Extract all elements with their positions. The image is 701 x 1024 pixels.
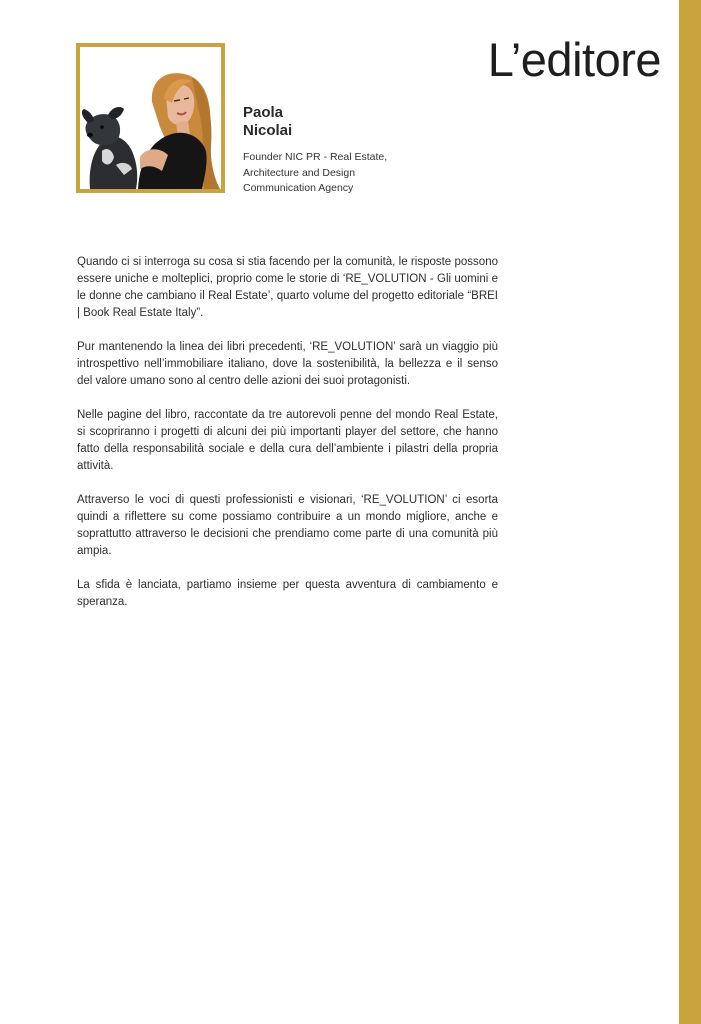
author-last-name: Nicolai xyxy=(243,122,293,139)
gold-side-bar xyxy=(679,0,701,1024)
page-title: L’editore xyxy=(487,33,661,86)
author-role xyxy=(243,150,433,197)
body-paragraph: Attraverso le voci di questi professionisti e visionari, ‘RE_VOLUTION’ ci esorta quindi a riflettere su come possiamo contribuire a un mondo migliore, anche e soprattutto attraverso le decisioni che prendiamo come parte di una comunità più ampia. xyxy=(77,494,498,557)
author-portrait xyxy=(76,43,225,193)
author-role-line: Founder NIC PR - Real Estate, xyxy=(243,151,388,163)
author-name xyxy=(243,104,292,140)
author-role-line: Communication Agency xyxy=(243,182,354,194)
author-first-name: Paola xyxy=(243,104,284,121)
body-paragraph: Pur mantenendo la linea dei libri precedenti, ‘RE_VOLUTION’ sarà un viaggio più introspettivo nell’immobiliare italiano, dove la sostenibilità, la bellezza e il senso del valore umano sono al centro delle azioni dei suoi protagonisti. xyxy=(77,341,498,387)
body-paragraph: Nelle pagine del libro, raccontate da tre autorevoli penne del mondo Real Estate, si scopriranno i progetti di alcuni dei più importanti player del settore, che hanno fatto della responsabilità sociale e della cura dell’ambiente i pilastri della propria attività. xyxy=(77,409,498,472)
body-paragraph: Quando ci si interroga su cosa si stia facendo per la comunità, le risposte possono essere uniche e molteplici, proprio come le storie di ‘RE_VOLUTION - Gli uomini e le donne che cambiano il Real Estate’, quarto volume del progetto editoriale “BREI | Book Real Estate Italy”. xyxy=(77,256,498,319)
body-text xyxy=(77,254,498,628)
portrait-photo xyxy=(80,47,221,189)
author-role-line: Architecture and Design xyxy=(243,166,356,179)
body-paragraph: La sfida è lanciata, partiamo insieme per questa avventura di cambiamento e speranza. xyxy=(77,579,498,608)
